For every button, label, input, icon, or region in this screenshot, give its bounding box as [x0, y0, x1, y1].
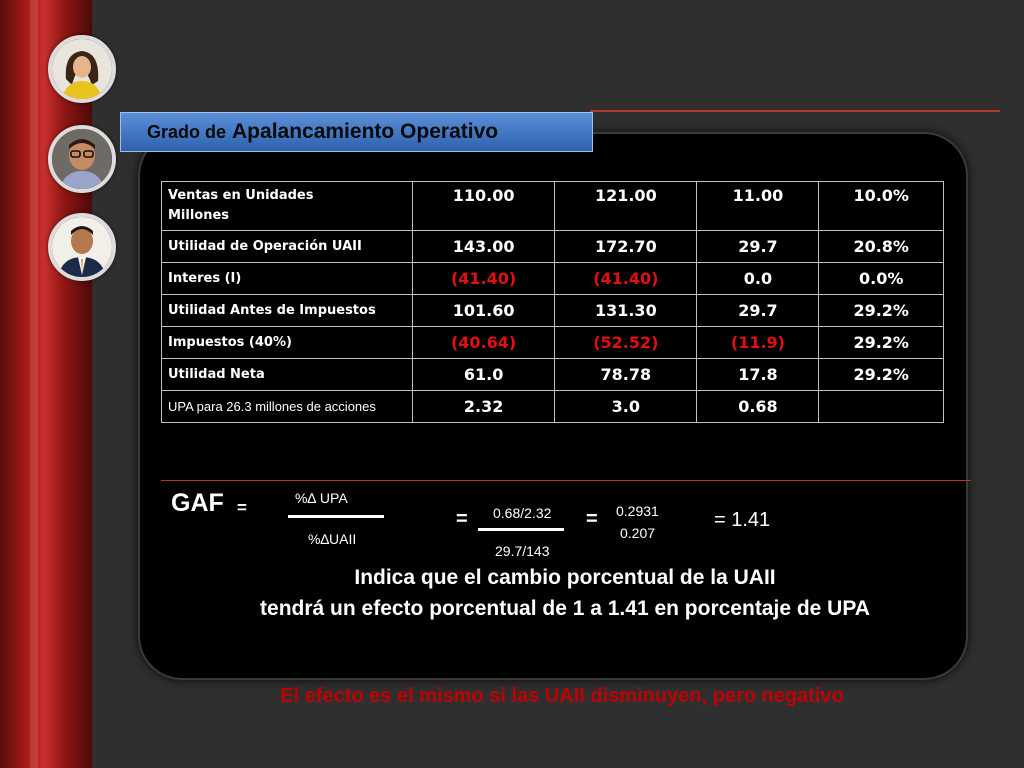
cell-value: 101.60 [413, 295, 555, 327]
title-main: Apalancamiento Operativo [232, 120, 499, 143]
cell-value: 172.70 [555, 231, 697, 263]
row-label: Interes (I) [162, 263, 413, 295]
cell-value: 3.0 [555, 391, 697, 423]
fraction2-denominator: 29.7/143 [495, 543, 550, 559]
cell-value: 29.2% [819, 295, 944, 327]
fraction-numerator: %∆ UPA [295, 490, 348, 506]
cell-value: 121.00 [555, 182, 697, 209]
cell-value: 10.0% [819, 182, 944, 209]
cell-value: 0.0% [819, 263, 944, 295]
fraction2-numerator: 0.68/2.32 [493, 505, 552, 521]
cell-value: 0.0 [697, 263, 819, 295]
cell-value: 29.2% [819, 359, 944, 391]
avatar-man-glasses [48, 125, 116, 193]
explanation-line2: tendrá un efecto porcentual de 1 a 1.41 en porcentaje de UPA [260, 597, 870, 620]
cell-value: 29.7 [697, 295, 819, 327]
cell-value: (41.40) [413, 263, 555, 295]
left-decorative-bar [0, 0, 92, 768]
table-row [162, 391, 944, 423]
cell-value [819, 391, 944, 423]
man-suit-portrait-icon [52, 217, 112, 277]
avatar-man-suit [48, 213, 116, 281]
cell-value: 78.78 [555, 359, 697, 391]
table-row [162, 263, 944, 295]
table-row [162, 295, 944, 327]
row-label: Ventas en Unidades [162, 182, 413, 209]
table-row [162, 208, 944, 231]
cell-value: 131.30 [555, 295, 697, 327]
equals-sign-2: = [456, 508, 468, 530]
fraction2-bar [478, 528, 564, 531]
table-row [162, 327, 944, 359]
footer-note: El efecto es el mismo si las UAII disminuyen, pero negativo [280, 685, 844, 707]
top-accent-line [590, 110, 1000, 112]
explanation-line1: Indica que el cambio porcentual de la UAII [354, 566, 776, 589]
cell-value: 110.00 [413, 182, 555, 209]
divider-line [161, 480, 971, 481]
table-row [162, 359, 944, 391]
cell-value: 0.68 [697, 391, 819, 423]
cell-value: 29.2% [819, 327, 944, 359]
fraction-denominator: %∆UAII [308, 531, 357, 547]
table-row [162, 182, 944, 209]
cell-value: 2.32 [413, 391, 555, 423]
title-prefix: Grado de [147, 121, 227, 142]
cell-value: (40.64) [413, 327, 555, 359]
cell-value: 61.0 [413, 359, 555, 391]
row-label: Millones [162, 208, 413, 231]
cell-value: 17.8 [697, 359, 819, 391]
slide-title [120, 112, 593, 152]
row-label: Impuestos (40%) [162, 327, 413, 359]
row-label: Utilidad de Operación UAII [162, 231, 413, 263]
row-label: UPA para 26.3 millones de acciones [162, 391, 413, 423]
financial-table [161, 181, 944, 423]
gaf-equals: = [237, 498, 247, 517]
cell-value: (41.40) [555, 263, 697, 295]
fraction3-numerator: 0.2931 [616, 503, 659, 519]
gaf-label: GAF [171, 489, 224, 517]
table-row [162, 231, 944, 263]
woman-portrait-icon [52, 39, 112, 99]
fraction3-denominator: 0.207 [620, 525, 656, 541]
fraction-bar [288, 515, 384, 518]
row-label: Utilidad Antes de Impuestos [162, 295, 413, 327]
cell-value: 29.7 [697, 231, 819, 263]
row-label: Utilidad Neta [162, 359, 413, 391]
cell-value: 20.8% [819, 231, 944, 263]
cell-value: (11.9) [697, 327, 819, 359]
man-glasses-portrait-icon [52, 129, 112, 189]
cell-value: (52.52) [555, 327, 697, 359]
equals-sign-3: = [586, 508, 598, 530]
cell-value: 11.00 [697, 182, 819, 209]
avatar-woman [48, 35, 116, 103]
cell-value: 143.00 [413, 231, 555, 263]
formula-result: = 1.41 [714, 509, 771, 531]
